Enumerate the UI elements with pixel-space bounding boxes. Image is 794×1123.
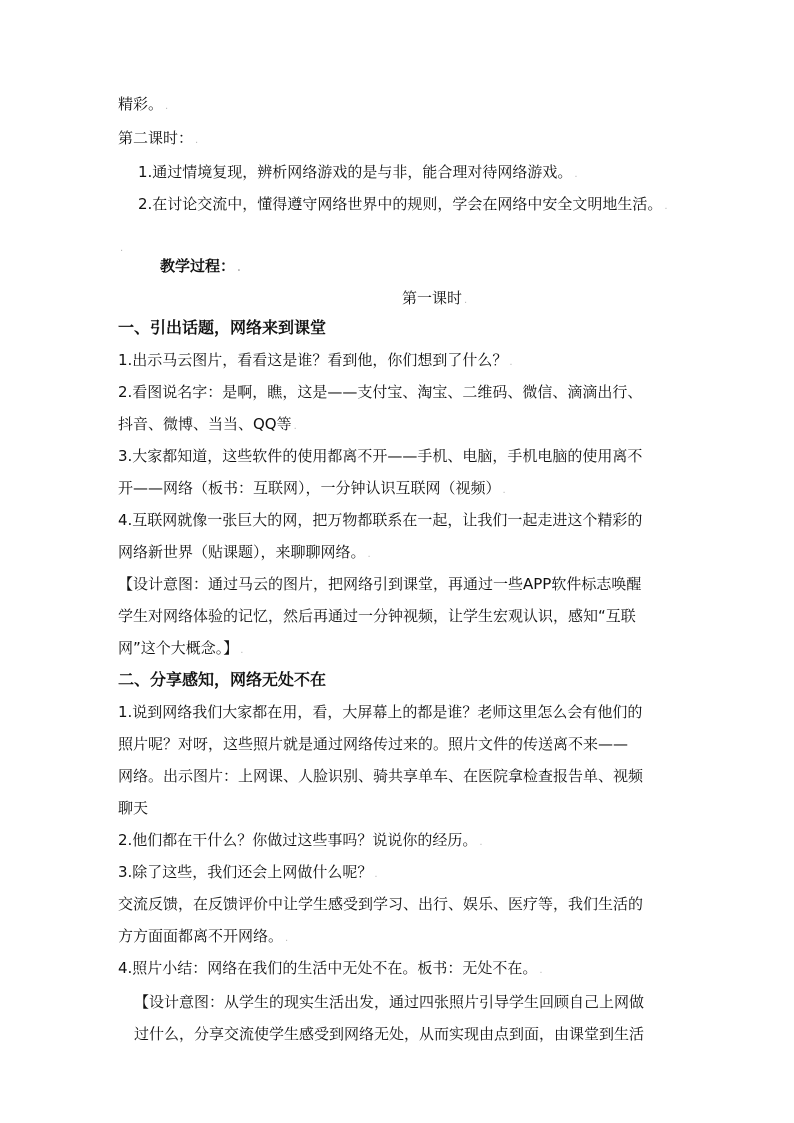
- text-line: 3.除了这些，我们还会上网做什么呢？ .: [118, 863, 378, 881]
- text-line: 开——网络（板书：互联网），一分钟认识互联网（视频） .: [118, 479, 506, 497]
- blank-line: .: [120, 243, 124, 254]
- text-line: 2.看图说名字：是啊，瞧，这是——支付宝、淘宝、二维码、微信、滴滴出行、: [118, 383, 643, 401]
- text-line: 抖音、微博、当当、QQ等 .: [118, 415, 297, 433]
- design-intent-1: 【设计意图：通过马云的图片，把网络引到课堂，再通过一些APP软件标志唤醒: [118, 575, 642, 593]
- text-line: 4.互联网就像一张巨大的网，把万物都联系在一起，让我们一起走进这个精彩的: [118, 511, 643, 529]
- text-line: 第二课时： .: [118, 129, 199, 147]
- text-line: 2.他们都在干什么？你做过这些事吗？说说你的经历。 .: [118, 831, 483, 849]
- text-line: 3.大家都知道，这些软件的使用都离不开——手机、电脑，手机电脑的使用离不: [118, 447, 643, 465]
- design-intent-2: 【设计意图：从学生的现实生活出发，通过四张照片引导学生回顾自己上网做: [134, 993, 645, 1011]
- text-line: 照片呢？对呀，这些照片就是通过网络传过来的。照片文件的传送离不来——: [118, 735, 629, 753]
- design-intent-2: 过什么，分享交流使学生感受到网络无处，从而实现由点到面，由课堂到生活: [134, 1025, 645, 1043]
- text-line: 方方面面都离不开网络。 .: [118, 927, 289, 945]
- lesson-title: 第一课时 .: [402, 289, 468, 307]
- design-intent-1: 学生对网络体验的记忆，然后再通过一分钟视频，让学生宏观认识，感知“互联: [118, 607, 636, 625]
- text-line: 精彩。 .: [118, 95, 169, 113]
- part-1-heading: 一、引出话题，网络来到课堂: [118, 318, 327, 337]
- section-heading: 教学过程： .: [160, 257, 241, 275]
- objective-1: 1.通过情境复现，辨析网络游戏的是与非，能合理对待网络游戏。 .: [138, 163, 578, 181]
- text-line: 网络。出示图片：上网课、人脸识别、骑共享单车、在医院拿检查报告单、视频: [118, 767, 644, 785]
- design-intent-1: 网”这个大概念。】 .: [118, 639, 244, 657]
- text-line: 交流反馈，在反馈评价中让学生感受到学习、出行、娱乐、医疗等，我们生活的: [118, 895, 644, 913]
- text-line: 网络新世界（贴课题），来聊聊网络。 .: [118, 543, 371, 561]
- text-line: 1.说到网络我们大家都在用，看，大屏幕上的都是谁？老师这里怎么会有他们的: [118, 703, 643, 721]
- text-line: 1.出示马云图片，看看这是谁？看到他，你们想到了什么？ .: [118, 351, 513, 369]
- text-line: 4.照片小结：网络在我们的生活中无处不在。板书：无处不在。 .: [118, 959, 543, 977]
- objective-2: 2.在讨论交流中，懂得遵守网络世界中的规则，学会在网络中安全文明地生活。 .: [138, 195, 668, 213]
- part-2-heading: 二、分享感知，网络无处不在: [118, 670, 327, 689]
- text-line: 聊天: [118, 799, 149, 817]
